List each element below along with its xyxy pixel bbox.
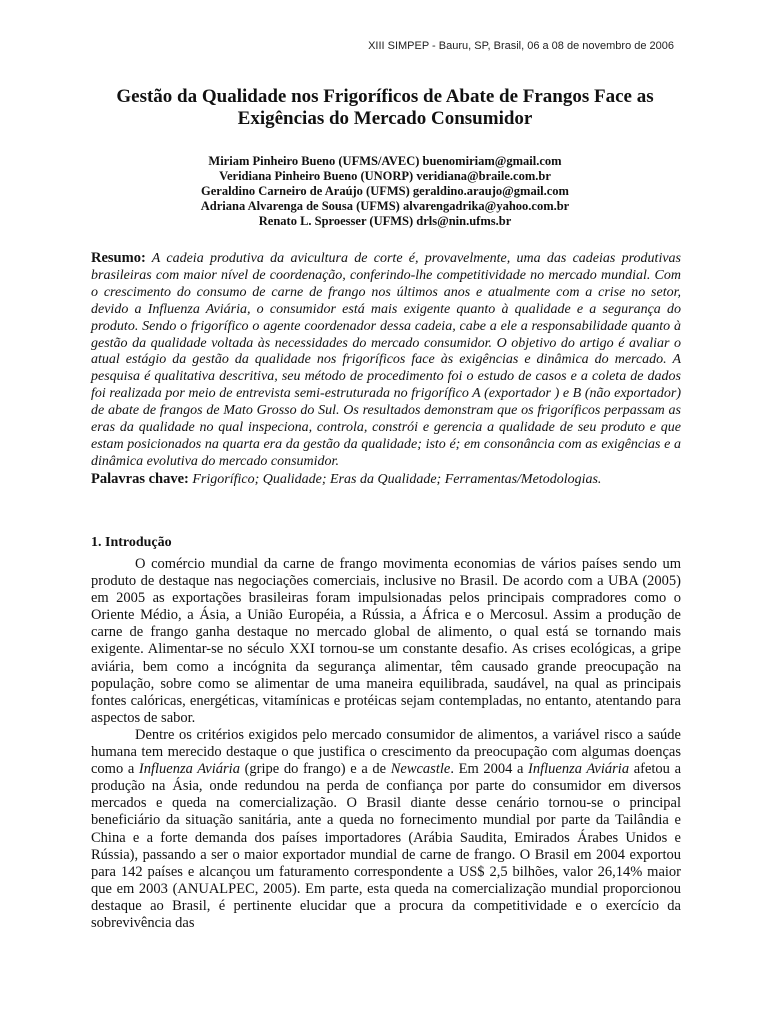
- keywords-line: [91, 471, 681, 489]
- p2-italic-term: Influenza Aviária: [528, 761, 630, 778]
- paragraph-1: O comércio mundial da carne de frango movimenta economias de vários países sendo um produto de destaque nas negociações comerciais, inclusive no Brasil. De acordo com a UBA (2005) em 2005 as exportações brasileiras foram impulsionadas pelos principais compradores como o Oriente Médio, a Ásia, a União Européia, a Rússia, a África e o Mercosul. Assim a produção de carne de frango ganha destaque no mercado global de alimento, o qual está se tornando mais exigente. Alimentar-se no século XXI tornou-se um constante desafio. As crises ecológicas, a gripe aviária, bem como a incógnita da segurança alimentar, têm causado grande preocupação na população, sobre como se alimentar de uma maneira equilibrada, saudável, na qual as principais fontes calóricas, energéticas, vitamínicas e protéicas sejam contempladas, no entanto, atentando para aspectos de sabor.: [91, 556, 681, 726]
- abstract-paragraph: [91, 250, 681, 471]
- p2-text-a: Dentre os critérios exigidos pelo mercado consumidor de alimentos, a variável risco a saúde humana tem merecido destaque o que justifica o crescimento da preocupação com algumas doenças como a: [91, 726, 681, 778]
- author-line: Geraldino Carneiro de Araújo (UFMS) geraldino.araujo@gmail.com: [201, 184, 569, 198]
- abstract-label: Resumo:: [91, 250, 146, 266]
- author-list: [100, 154, 670, 229]
- p2-text-b: (gripe do frango) e a de: [239, 761, 391, 778]
- paragraph-2: [91, 727, 681, 932]
- keywords-label: Palavras chave:: [91, 470, 189, 487]
- p2-text-c: . Em 2004 a: [450, 761, 529, 778]
- abstract-text: A cadeia produtiva da avicultura de corte é, provavelmente, uma das cadeias produtivas brasileiras com maior nível de coordenação, conferindo-lhe competitividade no mercado mundial. Com o crescimento do consumo de carne de frango nos últimos anos e atualmente com a crise no setor, devido a Influenza Aviária, o consumidor está mais exigente quanto à qualidade e a segurança do produto. Sendo o frigorífico o agente coordenador dessa cadeia, cabe a ele a responsabilidade quanto à gestão da qualidade voltada às necessidades do mercado consumidor. O objetivo do artigo é avaliar o atual estágio da gestão da qualidade nos frigoríficos face às exigências e dinâmica do mercado. A pesquisa é qualitativa descritiva, seu método de procedimento foi o estudo de casos e a coleta de dados foi realizada por meio de entrevista semi-estruturada no frigorífico A (exportador ) e B (não exportador) de abate de frangos de Mato Grosso do Sul. Os resultados demonstram que os frigoríficos perpassam as eras da qualidade no qual inspeciona, controla, constrói e gerencia a qualidade de seu produto e que estam posicionados na quarta era da gestão da qualidade; isto é; em consonância com as exigências e a dinâmica evolutiva do mercado consumidor.: [91, 251, 681, 469]
- section-heading: 1. Introdução: [91, 535, 172, 550]
- p2-text-d: afetou a produção na Ásia, onde redundou na perda de confiança por parte do consumidor em diversos mercados e queda na comercialização. O Brasil diante desse cenário tornou-se o principal beneficiário da situação sanitária, ante a queda no fornecimento mundial por parte da Tailândia e China e a forte demanda dos países importadores (Arábia Saudita, Emirados Árabes Unidos e Rússia), passando a ser o maior exportador mundial de carne de frango. O Brasil em 2004 exportou para 142 países e alcançou um faturamento correspondente a US$ 2,5 bilhões, valor 26,14% maior que em 2003 (ANUALPEC, 2005). Em parte, esta queda na comercialização mundial proporcionou destaque ao Brasil, é pertinente elucidar que a procura da competitividade e o exercício da sobrevivência das: [91, 761, 682, 931]
- running-header: XIII SIMPEP - Bauru, SP, Brasil, 06 a 08 de novembro de 2006: [368, 40, 674, 52]
- paper-title: Gestão da Qualidade nos Frigoríficos de Abate de Frangos Face as Exigências do Mercado Consumidor: [116, 86, 654, 129]
- author-line: Adriana Alvarenga de Sousa (UFMS) alvarengadrika@yahoo.com.br: [200, 199, 570, 213]
- section-body: [91, 556, 681, 932]
- abstract: [91, 250, 681, 489]
- author-line: Miriam Pinheiro Bueno (UFMS/AVEC) buenomiriam@gmail.com: [208, 154, 562, 168]
- author-line: Veridiana Pinheiro Bueno (UNORP) veridiana@braile.com.br: [219, 169, 551, 183]
- author-line: Renato L. Sproesser (UFMS) drls@nin.ufms.br: [258, 214, 512, 228]
- p2-italic-term: Influenza Aviária: [138, 761, 240, 778]
- p2-italic-term: Newcastle: [390, 761, 451, 778]
- keywords-text: Frigorífico; Qualidade; Eras da Qualidade; Ferramentas/Metodologias.: [188, 471, 602, 487]
